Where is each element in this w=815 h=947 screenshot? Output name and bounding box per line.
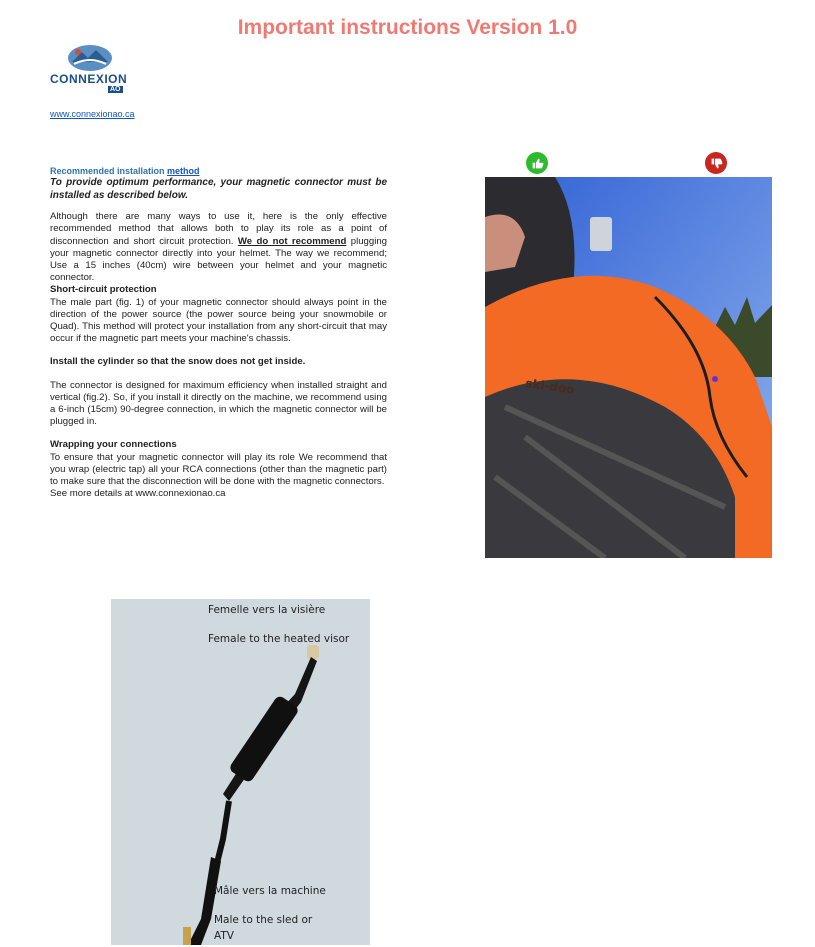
not-recommend-emphasis: We do not recommend <box>237 235 347 247</box>
website-link[interactable]: www.connexionao.ca <box>50 109 135 119</box>
logo-text: CONNEXION <box>50 72 128 86</box>
section-heading-text: Recommended installation <box>50 166 168 176</box>
paragraph-method <box>50 211 387 284</box>
connector-photo <box>111 599 370 945</box>
connector-paragraph: The connector is designed for maximum efficiency when installed straight and vertical (fig.2). So, if you install it directly on the machine, we recommend using a 6-inch (15cm) 90-degree connection, in which the magnetic connector will be plugged in. <box>50 379 387 428</box>
photo-brand-text: ski-doo <box>524 376 576 397</box>
short-circuit-paragraph: The male part (fig. 1) of your magnetic connector should always point in the direction of the power source (the power source being your snowmobile or Quad). This method will protect your installation from any short-circuit that may occur if the magnetic part meets your machine's chassis. <box>50 296 387 345</box>
male-label-en-1: Male to the sled or <box>214 914 313 926</box>
thumbs-up-icon <box>526 152 548 174</box>
female-label-fr: Femelle vers la visière <box>208 604 326 616</box>
lead-paragraph: To provide optimum performance, your magnetic connector must be installed as described below. <box>50 177 387 201</box>
see-more-text: See more details at www.connexionao.ca <box>50 488 226 500</box>
company-logo <box>48 42 128 98</box>
section-heading <box>50 165 387 177</box>
male-label-en-2: ATV <box>214 930 234 942</box>
instructions-body <box>50 165 387 500</box>
short-circuit-heading: Short-circuit protection <box>50 284 157 296</box>
wrapping-heading: Wrapping your connections <box>50 439 177 451</box>
method-link[interactable]: method <box>167 166 200 176</box>
helmet-installation-photo <box>485 177 772 558</box>
male-label-fr: Mâle vers la machine <box>214 885 326 897</box>
female-label-en: Female to the heated visor <box>208 633 350 645</box>
thumbs-down-icon <box>705 152 727 174</box>
document-title: Important instructions Version 1.0 <box>237 16 578 39</box>
logo-subtext: AO <box>110 86 121 93</box>
install-cylinder-note: Install the cylinder so that the snow does not get inside. <box>50 356 306 368</box>
paragraph-method-rest: plugging your magnetic connector directly into your helmet. The way we recommend; Use a 15 inches (40cm) wire between your helmet and your magnetic connector. <box>50 235 388 284</box>
wrapping-paragraph: To ensure that your magnetic connector will play its role We recommend that you wrap (electric tap) all your RCA connections (other than the magnetic part) to make sure that the disconnection will be done with the magnetic connectors. <box>50 451 387 488</box>
paragraph-method-text: Although there are many ways to use it, here is the only effective recommended method that allows both to play its role as a point of disconnection and short circuit protection. <box>50 211 387 247</box>
